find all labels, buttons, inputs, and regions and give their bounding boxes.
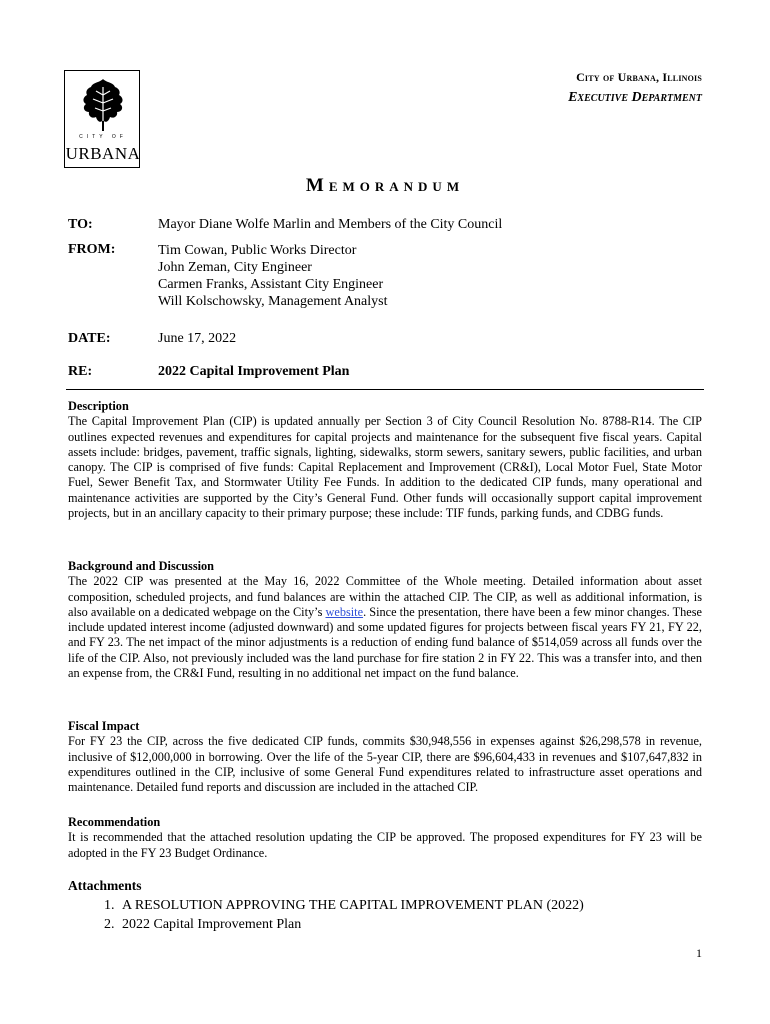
logo-city-name: URBANA: [65, 144, 141, 163]
fiscal-impact-section: [68, 719, 702, 795]
background-section: [68, 559, 702, 681]
department-name: Executive Department: [568, 90, 702, 105]
city-line: City of Urbana, Illinois: [576, 70, 702, 84]
from-name: Will Kolschowsky, Management Analyst: [158, 294, 388, 309]
attachment-item: 2. 2022 Capital Improvement Plan: [118, 915, 702, 934]
attachments-heading: Attachments: [68, 878, 142, 893]
department-header: [568, 70, 702, 106]
city-logo: [64, 70, 140, 168]
background-body: The 2022 CIP was presented at the May 16, 2022 Committee of the Whole meeting. Detailed information about asset composition, scheduled projects, and fund balances are within the attached CIP. The CIP, as well as additional information, is also available on a dedicated webpage on the City’s website. Since the presentation, there have been a few minor changes. These include updated interest income (adjusted downward) and some updated figures for projects between fiscal years FY 21, FY 22, and FY 23. The net impact of the minor adjustments is a reduction of ending fund balance of $514,059 across all funds over the life of the CIP. Also, not previously included was the land purchase for fire station 2 in FY 22. This was a transfer into, and then an expense from, the CR&I Fund, resulting in no additional net impact on the fund balance.: [68, 574, 702, 681]
attachments-list: [68, 896, 702, 934]
description-body: The Capital Improvement Plan (CIP) is updated annually per Section 3 of City Council Resolution No. 8788-R14. The CIP outlines expected revenues and expenditures for capital projects and maintenance for the subsequent five fiscal years. Capital assets include: bridges, pavement, traffic signals, lighting, sidewalks, storm sewers, sanitary sewers, public facilities, and urban canopy. The CIP is comprised of five funds: Capital Replacement and Improvement (CR&I), Local Motor Fuel, State Motor Fuel, Sewer Benefit Tax, and Stormwater Utility Fee Funds. In addition to the dedicated CIP funds, many operational and maintenance activities are supported by the City’s General Fund. Other funds will occasionally support capital improvement projects, but in an ancillary capacity to their primary purpose; these include: TIF funds, parking funds, and CDBG funds.: [68, 414, 702, 521]
attachments-section: [68, 878, 702, 934]
description-section: [68, 399, 702, 521]
description-heading: Description: [68, 399, 129, 413]
from-name: Tim Cowan, Public Works Director: [158, 243, 357, 258]
logo-city-text: CITY OF: [79, 134, 127, 140]
recommendation-body: It is recommended that the attached resolution updating the CIP be approved. The proposed expenditures for FY 23 will be adopted in the FY 23 Budget Ordinance.: [68, 830, 702, 860]
memo-title: Memorandum: [305, 175, 465, 196]
fiscal-impact-heading: Fiscal Impact: [68, 719, 140, 733]
to-value: Mayor Diane Wolfe Marlin and Members of the City Council: [158, 217, 503, 232]
date-label: DATE:: [68, 331, 111, 346]
re-label: RE:: [68, 364, 93, 379]
website-link[interactable]: website: [325, 604, 364, 619]
recommendation-heading: Recommendation: [68, 815, 161, 829]
background-heading: Background and Discussion: [68, 559, 215, 573]
from-list: [158, 242, 388, 310]
attachment-item: 1. A RESOLUTION APPROVING THE CAPITAL IMPROVEMENT PLAN (2022): [118, 896, 702, 915]
date-value: June 17, 2022: [158, 331, 237, 346]
from-name: John Zeman, City Engineer: [158, 260, 312, 275]
header-divider: [66, 389, 704, 390]
to-label: TO:: [68, 217, 93, 232]
fiscal-impact-body: For FY 23 the CIP, across the five dedicated CIP funds, commits $30,948,556 in expenses against $26,298,578 in revenue, inclusive of $12,000,000 in borrowing. Over the life of the 5-year CIP, there are $96,604,433 in revenues and $107,647,832 in expenditures outlined in the CIP, inclusive of some General Fund expenditures related to infrastructure asset operations and maintenance. Detailed fund reports and discussion are included in the attached CIP.: [68, 734, 702, 795]
from-label: FROM:: [68, 242, 116, 257]
leaf-icon: [79, 77, 127, 133]
page-number: 1: [696, 946, 702, 960]
recommendation-section: [68, 815, 702, 861]
re-value: 2022 Capital Improvement Plan: [158, 364, 350, 379]
from-name: Carmen Franks, Assistant City Engineer: [158, 277, 384, 292]
